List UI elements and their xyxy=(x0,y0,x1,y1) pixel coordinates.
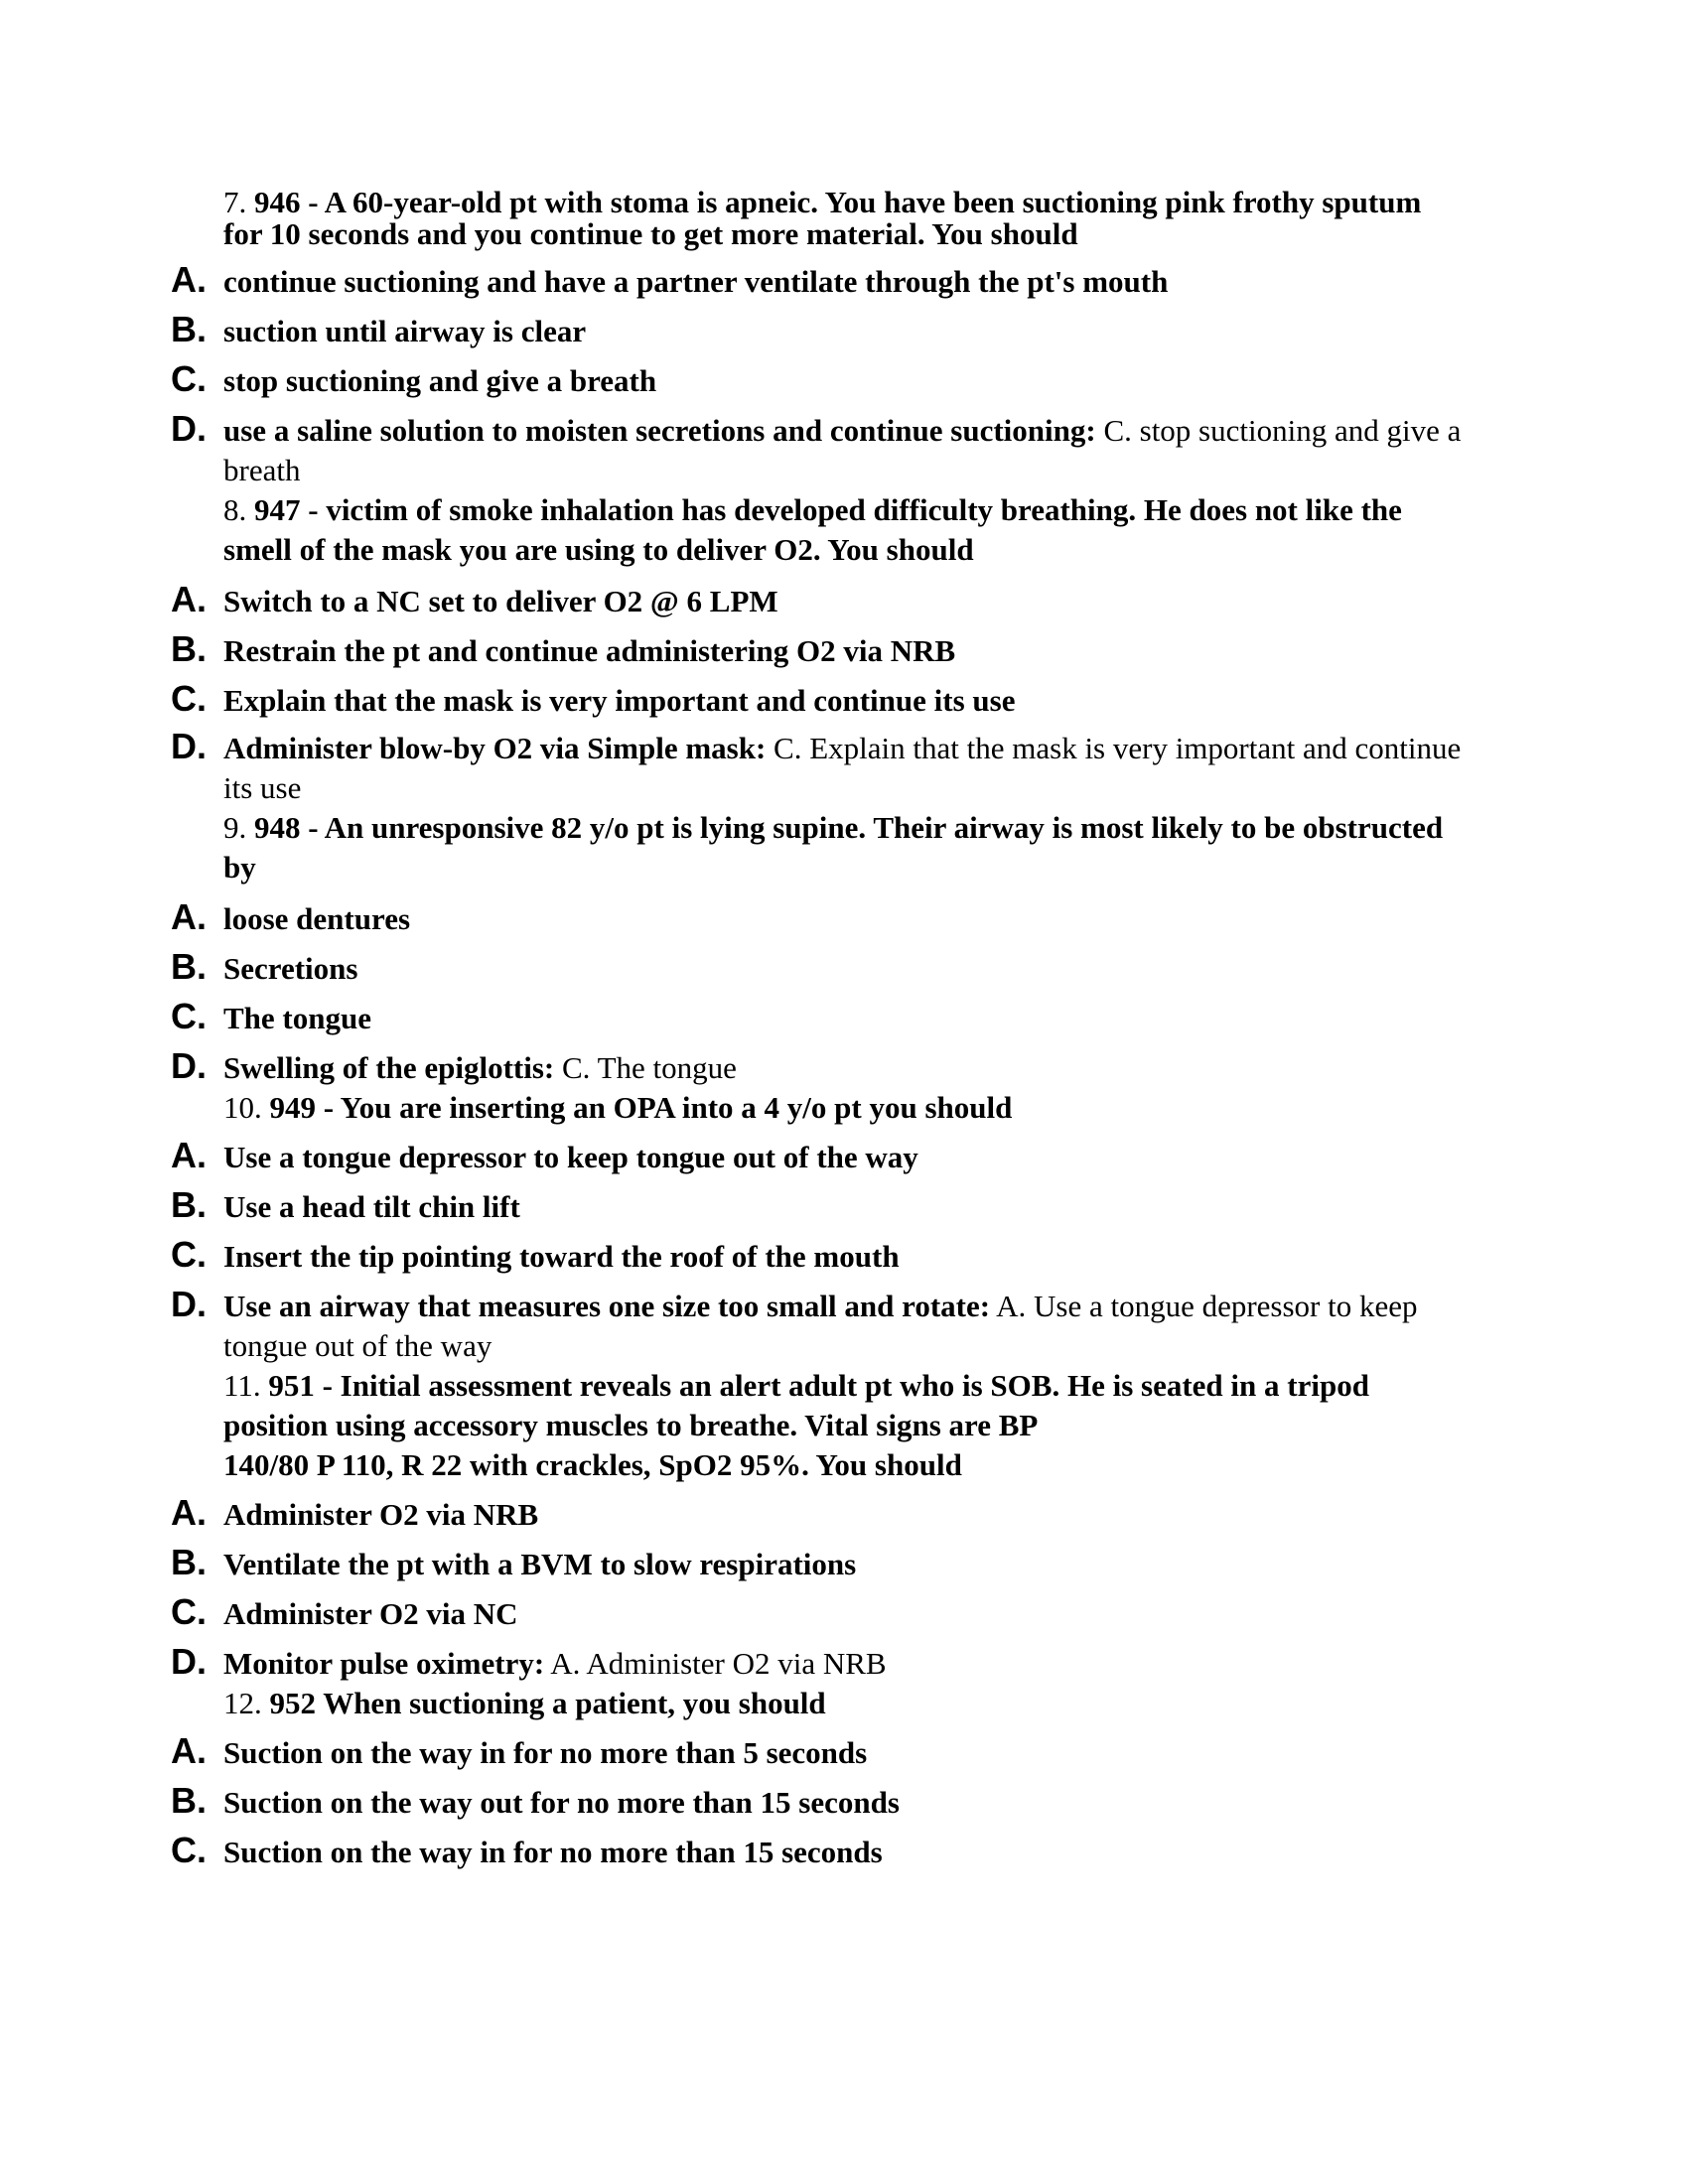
option-8c xyxy=(171,678,1472,721)
option-letter: C. xyxy=(171,358,207,399)
option-letter: D. xyxy=(171,1045,207,1086)
question-number: 12. xyxy=(223,1686,262,1720)
option-letter: D. xyxy=(171,726,207,766)
option-text: stop suctioning and give a breath xyxy=(223,363,657,398)
option-text: Ventilate the pt with a BVM to slow respirations xyxy=(223,1547,857,1581)
question-text: 951 - Initial assessment reveals an alert adult pt who is SOB. He is seated in a tripod position using accessory muscles to breathe. Vital signs are BP xyxy=(223,1368,1369,1442)
option-letter: A. xyxy=(171,1730,207,1771)
option-11c xyxy=(171,1591,1472,1634)
option-text: Administer blow-by O2 via Simple mask: xyxy=(223,731,767,765)
option-text: Insert the tip pointing toward the roof of the mouth xyxy=(223,1239,900,1274)
option-letter: D. xyxy=(171,408,207,449)
question-10 xyxy=(223,1088,1465,1128)
option-letter: B. xyxy=(171,946,207,987)
option-text: Monitor pulse oximetry: xyxy=(223,1646,545,1681)
option-text: Use a tongue depressor to keep tongue out of the way xyxy=(223,1140,918,1174)
option-text: Suction on the way in for no more than 5 seconds xyxy=(223,1735,868,1770)
question-number: 11. xyxy=(223,1368,261,1403)
question-7 xyxy=(223,187,1465,250)
question-text-line2: 140/80 P 110, R 22 with crackles, SpO2 95%. You should xyxy=(223,1447,962,1482)
option-letter: B. xyxy=(171,1542,207,1582)
option-letter: B. xyxy=(171,1780,207,1821)
option-10c xyxy=(171,1234,1472,1277)
option-letter: C. xyxy=(171,996,207,1036)
question-number: 9. xyxy=(223,810,247,845)
question-text: 949 - You are inserting an OPA into a 4 y/o pt you should xyxy=(269,1090,1013,1125)
option-text: Suction on the way in for no more than 15 seconds xyxy=(223,1835,883,1869)
option-12b xyxy=(171,1780,1472,1823)
option-text: Switch to a NC set to deliver O2 @ 6 LPM xyxy=(223,584,778,618)
option-11b xyxy=(171,1542,1472,1584)
option-text: use a saline solution to moisten secretions and continue suctioning: xyxy=(223,413,1096,448)
option-10a xyxy=(171,1135,1472,1177)
question-number: 7. xyxy=(223,185,247,219)
option-letter: A. xyxy=(171,896,207,937)
answer-text: C. stop suctioning and give a breath xyxy=(223,413,1462,487)
option-9d xyxy=(171,1045,1472,1088)
option-8d xyxy=(171,726,1472,808)
option-9c xyxy=(171,996,1472,1038)
option-9b xyxy=(171,946,1472,989)
answer-text: C. The tongue xyxy=(554,1050,737,1085)
option-10b xyxy=(171,1184,1472,1227)
option-letter: C. xyxy=(171,1234,207,1275)
option-letter: A. xyxy=(171,1135,207,1175)
question-number: 10. xyxy=(223,1090,262,1125)
option-7d xyxy=(171,408,1472,490)
option-letter: A. xyxy=(171,1492,207,1533)
option-letter: B. xyxy=(171,628,207,669)
question-9 xyxy=(223,808,1465,887)
option-7b xyxy=(171,309,1472,351)
question-number: 8. xyxy=(223,492,247,527)
option-letter: C. xyxy=(171,678,207,719)
question-text: 946 - A 60-year-old pt with stoma is apneic. You have been suctioning pink frothy sputum for 10 seconds and you continue to get more material. You should xyxy=(223,185,1422,251)
option-text: Suction on the way out for no more than 15 seconds xyxy=(223,1785,900,1820)
option-text: Administer O2 via NC xyxy=(223,1596,518,1631)
answer-text: C. Explain that the mask is very important and continue its use xyxy=(223,731,1462,805)
option-11a xyxy=(171,1492,1472,1535)
option-letter: B. xyxy=(171,309,207,349)
option-text: Secretions xyxy=(223,951,358,986)
option-text: Use an airway that measures one size too small and rotate: xyxy=(223,1289,991,1323)
question-11 xyxy=(223,1366,1465,1485)
option-letter: B. xyxy=(171,1184,207,1225)
answer-text: A. Administer O2 via NRB xyxy=(544,1646,887,1681)
option-letter: A. xyxy=(171,579,207,619)
option-text: loose dentures xyxy=(223,901,411,936)
question-12 xyxy=(223,1684,1465,1723)
option-text: Explain that the mask is very important and continue its use xyxy=(223,683,1016,718)
option-9a xyxy=(171,896,1472,939)
option-12a xyxy=(171,1730,1472,1773)
option-letter: C. xyxy=(171,1830,207,1870)
question-text: 948 - An unresponsive 82 y/o pt is lying supine. Their airway is most likely to be obstructed by xyxy=(223,810,1444,885)
option-letter: D. xyxy=(171,1284,207,1324)
option-text: Restrain the pt and continue administering O2 via NRB xyxy=(223,633,956,668)
option-text: suction until airway is clear xyxy=(223,314,587,348)
question-8 xyxy=(223,490,1465,570)
option-text: continue suctioning and have a partner ventilate through the pt's mouth xyxy=(223,264,1169,299)
question-text: 952 When suctioning a patient, you should xyxy=(269,1686,826,1720)
option-8a xyxy=(171,579,1472,621)
option-12c xyxy=(171,1830,1472,1872)
option-letter: A. xyxy=(171,259,207,300)
option-7a xyxy=(171,259,1472,302)
answer-text: A. Use a tongue depressor to keep tongue out of the way xyxy=(223,1289,1418,1363)
option-text: The tongue xyxy=(223,1001,371,1035)
option-text: Administer O2 via NRB xyxy=(223,1497,539,1532)
option-8b xyxy=(171,628,1472,671)
option-7c xyxy=(171,358,1472,401)
option-11d xyxy=(171,1641,1472,1684)
option-letter: C. xyxy=(171,1591,207,1632)
option-text: Use a head tilt chin lift xyxy=(223,1189,520,1224)
question-text: 947 - victim of smoke inhalation has developed difficulty breathing. He does not like the smell of the mask you are using to deliver O2. You should xyxy=(223,492,1402,567)
option-letter: D. xyxy=(171,1641,207,1682)
option-text: Swelling of the epiglottis: xyxy=(223,1050,555,1085)
option-10d xyxy=(171,1284,1472,1366)
